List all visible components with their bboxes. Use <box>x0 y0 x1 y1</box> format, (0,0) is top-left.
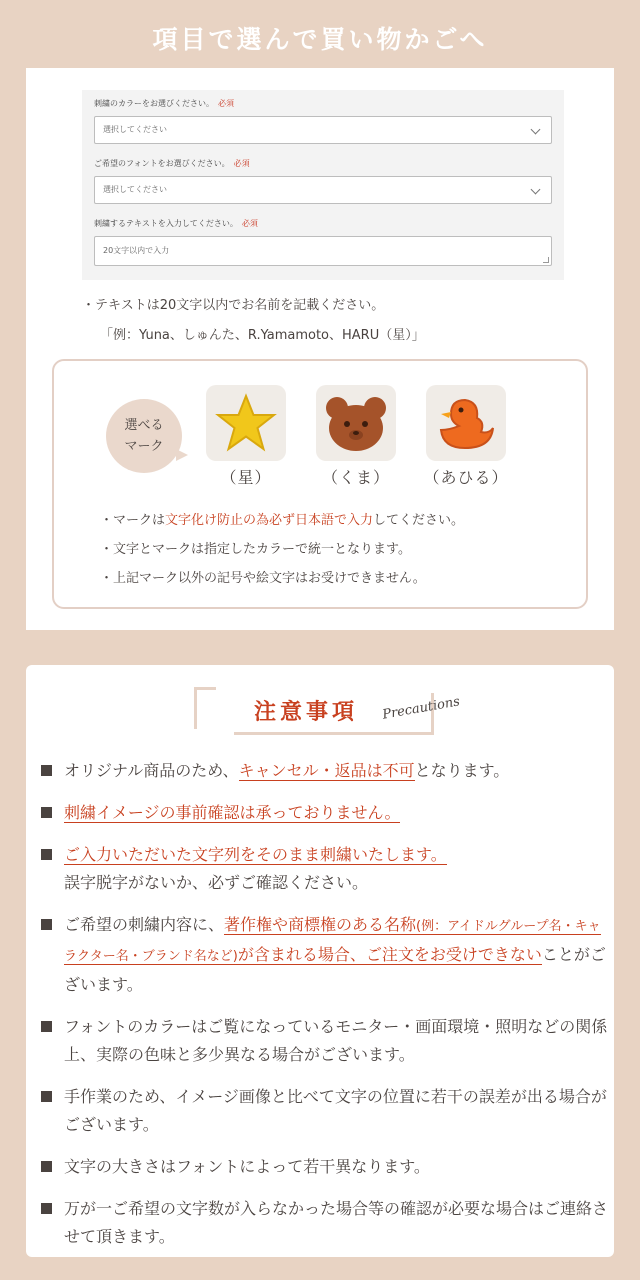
square-bullet-icon <box>41 1091 52 1102</box>
list-item: 文字の大きさはフォントによって若干異なります。 <box>38 1153 610 1181</box>
text-limit-note: ・テキストは20文字以内でお名前を記載ください。 <box>82 298 385 313</box>
bubble-line-1: 選べる <box>124 418 164 433</box>
bubble-line-2: マーク <box>124 439 164 454</box>
mark-note-emphasis: 文字化け防止の為必ず日本語で入力 <box>165 513 374 528</box>
color-select-value: 選択してください <box>103 125 167 134</box>
precautions-panel <box>26 665 614 1257</box>
mark-note-2: ・文字とマークは指定したカラーで統一となります。 <box>100 542 411 557</box>
square-bullet-icon <box>41 1021 52 1032</box>
resize-handle-icon[interactable] <box>543 257 549 263</box>
chevron-down-icon <box>531 125 541 135</box>
list-item: ご希望の刺繍内容に、著作権や商標権のある名称(例：アイドルグループ名・キャラクター名・ブランド名など)が含まれる場合、ご注文をお受けできないことがございます。 <box>38 911 610 999</box>
mark-note-1: ・マークは文字化け防止の為必ず日本語で入力してください。 <box>100 513 465 528</box>
square-bullet-icon <box>41 807 52 818</box>
square-bullet-icon <box>41 765 52 776</box>
list-item: フォントのカラーはご覧になっているモニター・画面環境・照明などの関係上、実際の色味と多少異なる場合がございます。 <box>38 1013 610 1069</box>
required-badge: 必須 <box>218 99 234 108</box>
font-label-text: ご希望のフォントをお選びください。 <box>94 159 230 168</box>
chevron-down-icon <box>531 185 541 195</box>
text-example-note: 「例：Yuna、しゅんた、R.Yamamoto、HARU（星）」 <box>100 328 425 343</box>
precautions-subtitle: Precautions <box>381 694 462 723</box>
mark-caption-duck: （あひる） <box>423 468 509 487</box>
precautions-list <box>38 757 610 1251</box>
list-item: 刺繍イメージの事前確認は承っておりません。 <box>38 799 610 827</box>
font-field-label <box>94 158 552 170</box>
color-label-text: 刺繍のカラーをお選びください。 <box>94 99 214 108</box>
selectable-marks-bubble <box>106 399 182 473</box>
color-field-label <box>94 98 552 110</box>
square-bullet-icon <box>41 1161 52 1172</box>
list-item: 手作業のため、イメージ画像と比べて文字の位置に若干の誤差が出る場合がございます。 <box>38 1083 610 1139</box>
mark-caption-bear: （くま） <box>321 468 390 487</box>
font-select-value: 選択してください <box>103 185 167 194</box>
star-icon <box>206 385 286 461</box>
mark-item-star <box>198 385 294 488</box>
duck-icon <box>426 385 506 461</box>
color-select[interactable] <box>94 116 552 144</box>
mark-notes <box>100 506 464 593</box>
list-item: オリジナル商品のため、キャンセル・返品は不可となります。 <box>38 757 610 785</box>
mark-caption-star: （星） <box>220 468 272 487</box>
required-badge: 必須 <box>241 219 258 228</box>
order-form-panel <box>26 68 614 630</box>
mark-item-duck <box>418 385 514 488</box>
required-badge: 必須 <box>233 159 250 168</box>
text-input-placeholder: 20文字以内で入力 <box>103 246 170 255</box>
font-select[interactable] <box>94 176 552 204</box>
heading-frame-corner <box>194 687 216 729</box>
text-label-text: 刺繍するテキストを入力してください。 <box>94 219 238 228</box>
precautions-heading <box>194 687 462 735</box>
square-bullet-icon <box>41 849 52 860</box>
square-bullet-icon <box>41 919 52 930</box>
page-title: 項目で選んで買い物かごへ <box>152 25 488 54</box>
mark-options-card <box>52 359 588 609</box>
text-field-label <box>94 218 552 230</box>
list-item: ご入力いただいた文字列をそのまま刺繍いたします。 誤字脱字がないか、必ずご確認ください。 <box>38 841 610 897</box>
square-bullet-icon <box>41 1203 52 1214</box>
mark-item-bear <box>308 385 404 488</box>
list-item: 万が一ご希望の文字数が入らなかった場合等の確認が必要な場合はご連絡させて頂きます。 <box>38 1195 610 1251</box>
embroidery-form <box>82 90 564 280</box>
precautions-title: 注意事項 <box>254 700 359 725</box>
embroidery-text-input[interactable] <box>94 236 552 266</box>
bear-icon <box>316 385 396 461</box>
mark-note-3: ・上記マーク以外の記号や絵文字はお受けできません。 <box>100 571 426 586</box>
